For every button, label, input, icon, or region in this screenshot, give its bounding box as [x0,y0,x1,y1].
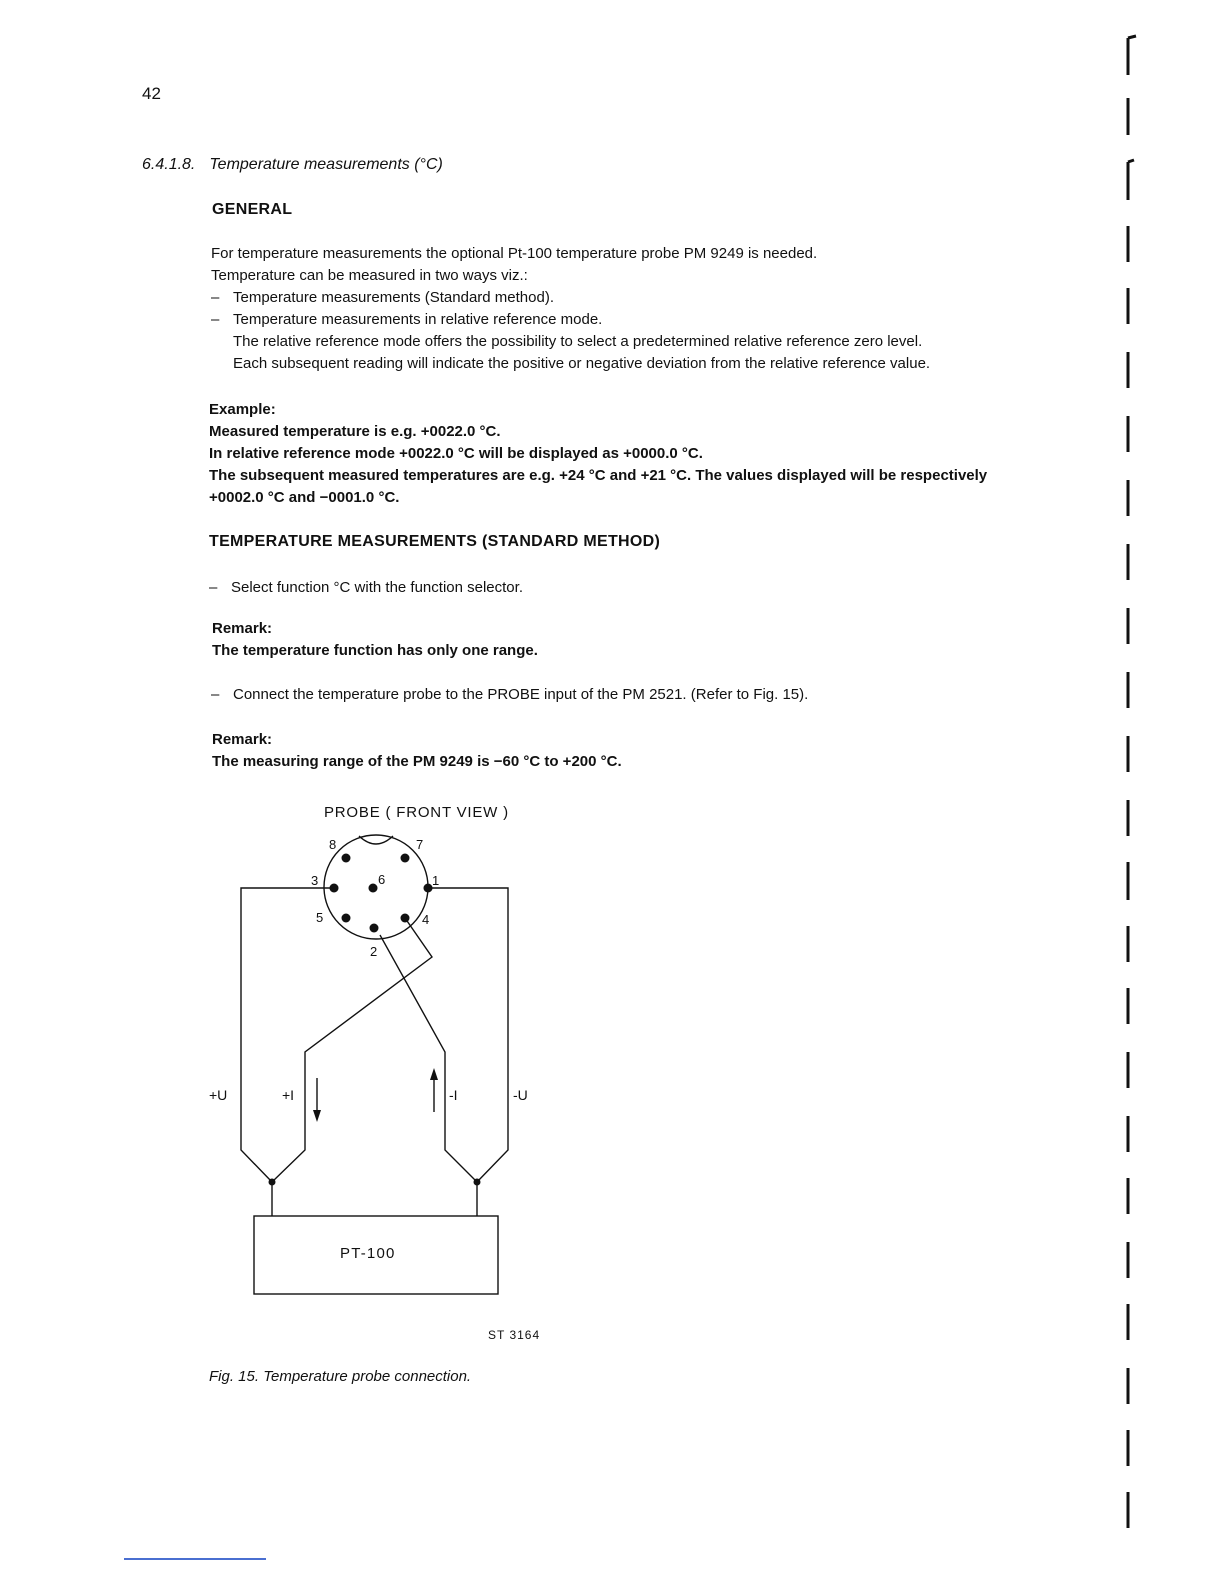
arrow-down-icon [313,1110,321,1122]
label-minus-i: -I [449,1087,458,1103]
standard-method-heading: TEMPERATURE MEASUREMENTS (STANDARD METHOD) [209,533,661,550]
pin-6-dot [369,884,378,893]
pin-label-6: 6 [378,872,386,887]
wire-minus-u [428,888,508,1182]
figure-caption: Fig. 15. Temperature probe connection. [209,1368,472,1385]
pin-label-7: 7 [416,837,424,852]
example-line-3: The subsequent measured temperatures are e.g. +24 °C and +21 °C. The values displayed will be respectively [209,467,988,484]
example-line-1: Measured temperature is e.g. +0022.0 °C. [209,423,501,440]
binding-mark-3 [1128,160,1134,200]
pin-8-dot [342,854,351,863]
pin-label-2: 2 [370,944,378,959]
pin-label-4: 4 [422,912,430,927]
step-1: – Select function °C with the function selector. [209,579,523,596]
step-1-text: Select function °C with the function selector. [231,579,523,596]
step-2-text: Connect the temperature probe to the PROBE input of the PM 2521. (Refer to Fig. 15). [233,686,809,703]
example-line-4: +0002.0 °C and −0001.0 °C. [209,489,400,506]
label-plus-u: +U [209,1087,228,1103]
bullet-2-line-2: The relative reference mode offers the possibility to select a predetermined relative reference zero level. [233,333,923,350]
label-plus-i: +I [282,1087,295,1103]
pin-5-dot [342,914,351,923]
remark-1-text: The temperature function has only one range. [212,642,538,659]
section-number: 6.4.1.8. [142,156,196,173]
general-line-2: Temperature can be measured in two ways viz.: [211,267,528,284]
figure-code: ST 3164 [488,1328,541,1342]
arrow-up-icon [430,1068,438,1080]
pin-label-5: 5 [316,910,324,925]
binding-mark-1 [1128,36,1136,75]
figure-title: PROBE ( FRONT VIEW ) [324,804,509,821]
example-label: Example: [209,401,276,418]
remark-1-label: Remark: [212,620,273,637]
margin-binding-marks [1120,30,1160,1550]
example-line-2: In relative reference mode +0022.0 °C will be displayed as +0000.0 °C. [209,445,703,462]
remark-2-text: The measuring range of the PM 9249 is −60 °C to +200 °C. [212,753,622,770]
page-number: 42 [142,84,161,103]
label-minus-u: -U [513,1087,528,1103]
pin-7-dot [401,854,410,863]
step-2: – Connect the temperature probe to the PROBE input of the PM 2521. (Refer to Fig. 15). [211,686,809,703]
connector-key-notch [359,836,393,844]
general-heading: GENERAL [212,201,293,218]
pin-2-dot [370,924,379,933]
wire-plus-i [272,918,432,1182]
pt100-label: PT-100 [340,1245,396,1262]
remark-2-label: Remark: [212,731,273,748]
bullet-1-text: Temperature measurements (Standard method). [233,289,554,306]
pin-label-8: 8 [329,837,337,852]
section-title-text: Temperature measurements (°C) [209,156,443,173]
bullet-2-text: Temperature measurements in relative reference mode. [233,311,603,328]
pin-label-1: 1 [432,873,440,888]
bullet-2-line-3: Each subsequent reading will indicate the positive or negative deviation from the relative reference value. [233,355,931,372]
junction-right [474,1179,481,1186]
wire-minus-i [380,935,477,1182]
junction-left [269,1179,276,1186]
wire-plus-u [241,888,334,1182]
general-bullet-1: – Temperature measurements (Standard method). [211,289,554,306]
pin-label-3: 3 [311,873,319,888]
general-line-1: For temperature measurements the optional Pt-100 temperature probe PM 9249 is needed. [211,245,818,262]
bottom-rule [124,1558,266,1560]
general-bullet-2: – Temperature measurements in relative reference mode. [211,311,603,328]
